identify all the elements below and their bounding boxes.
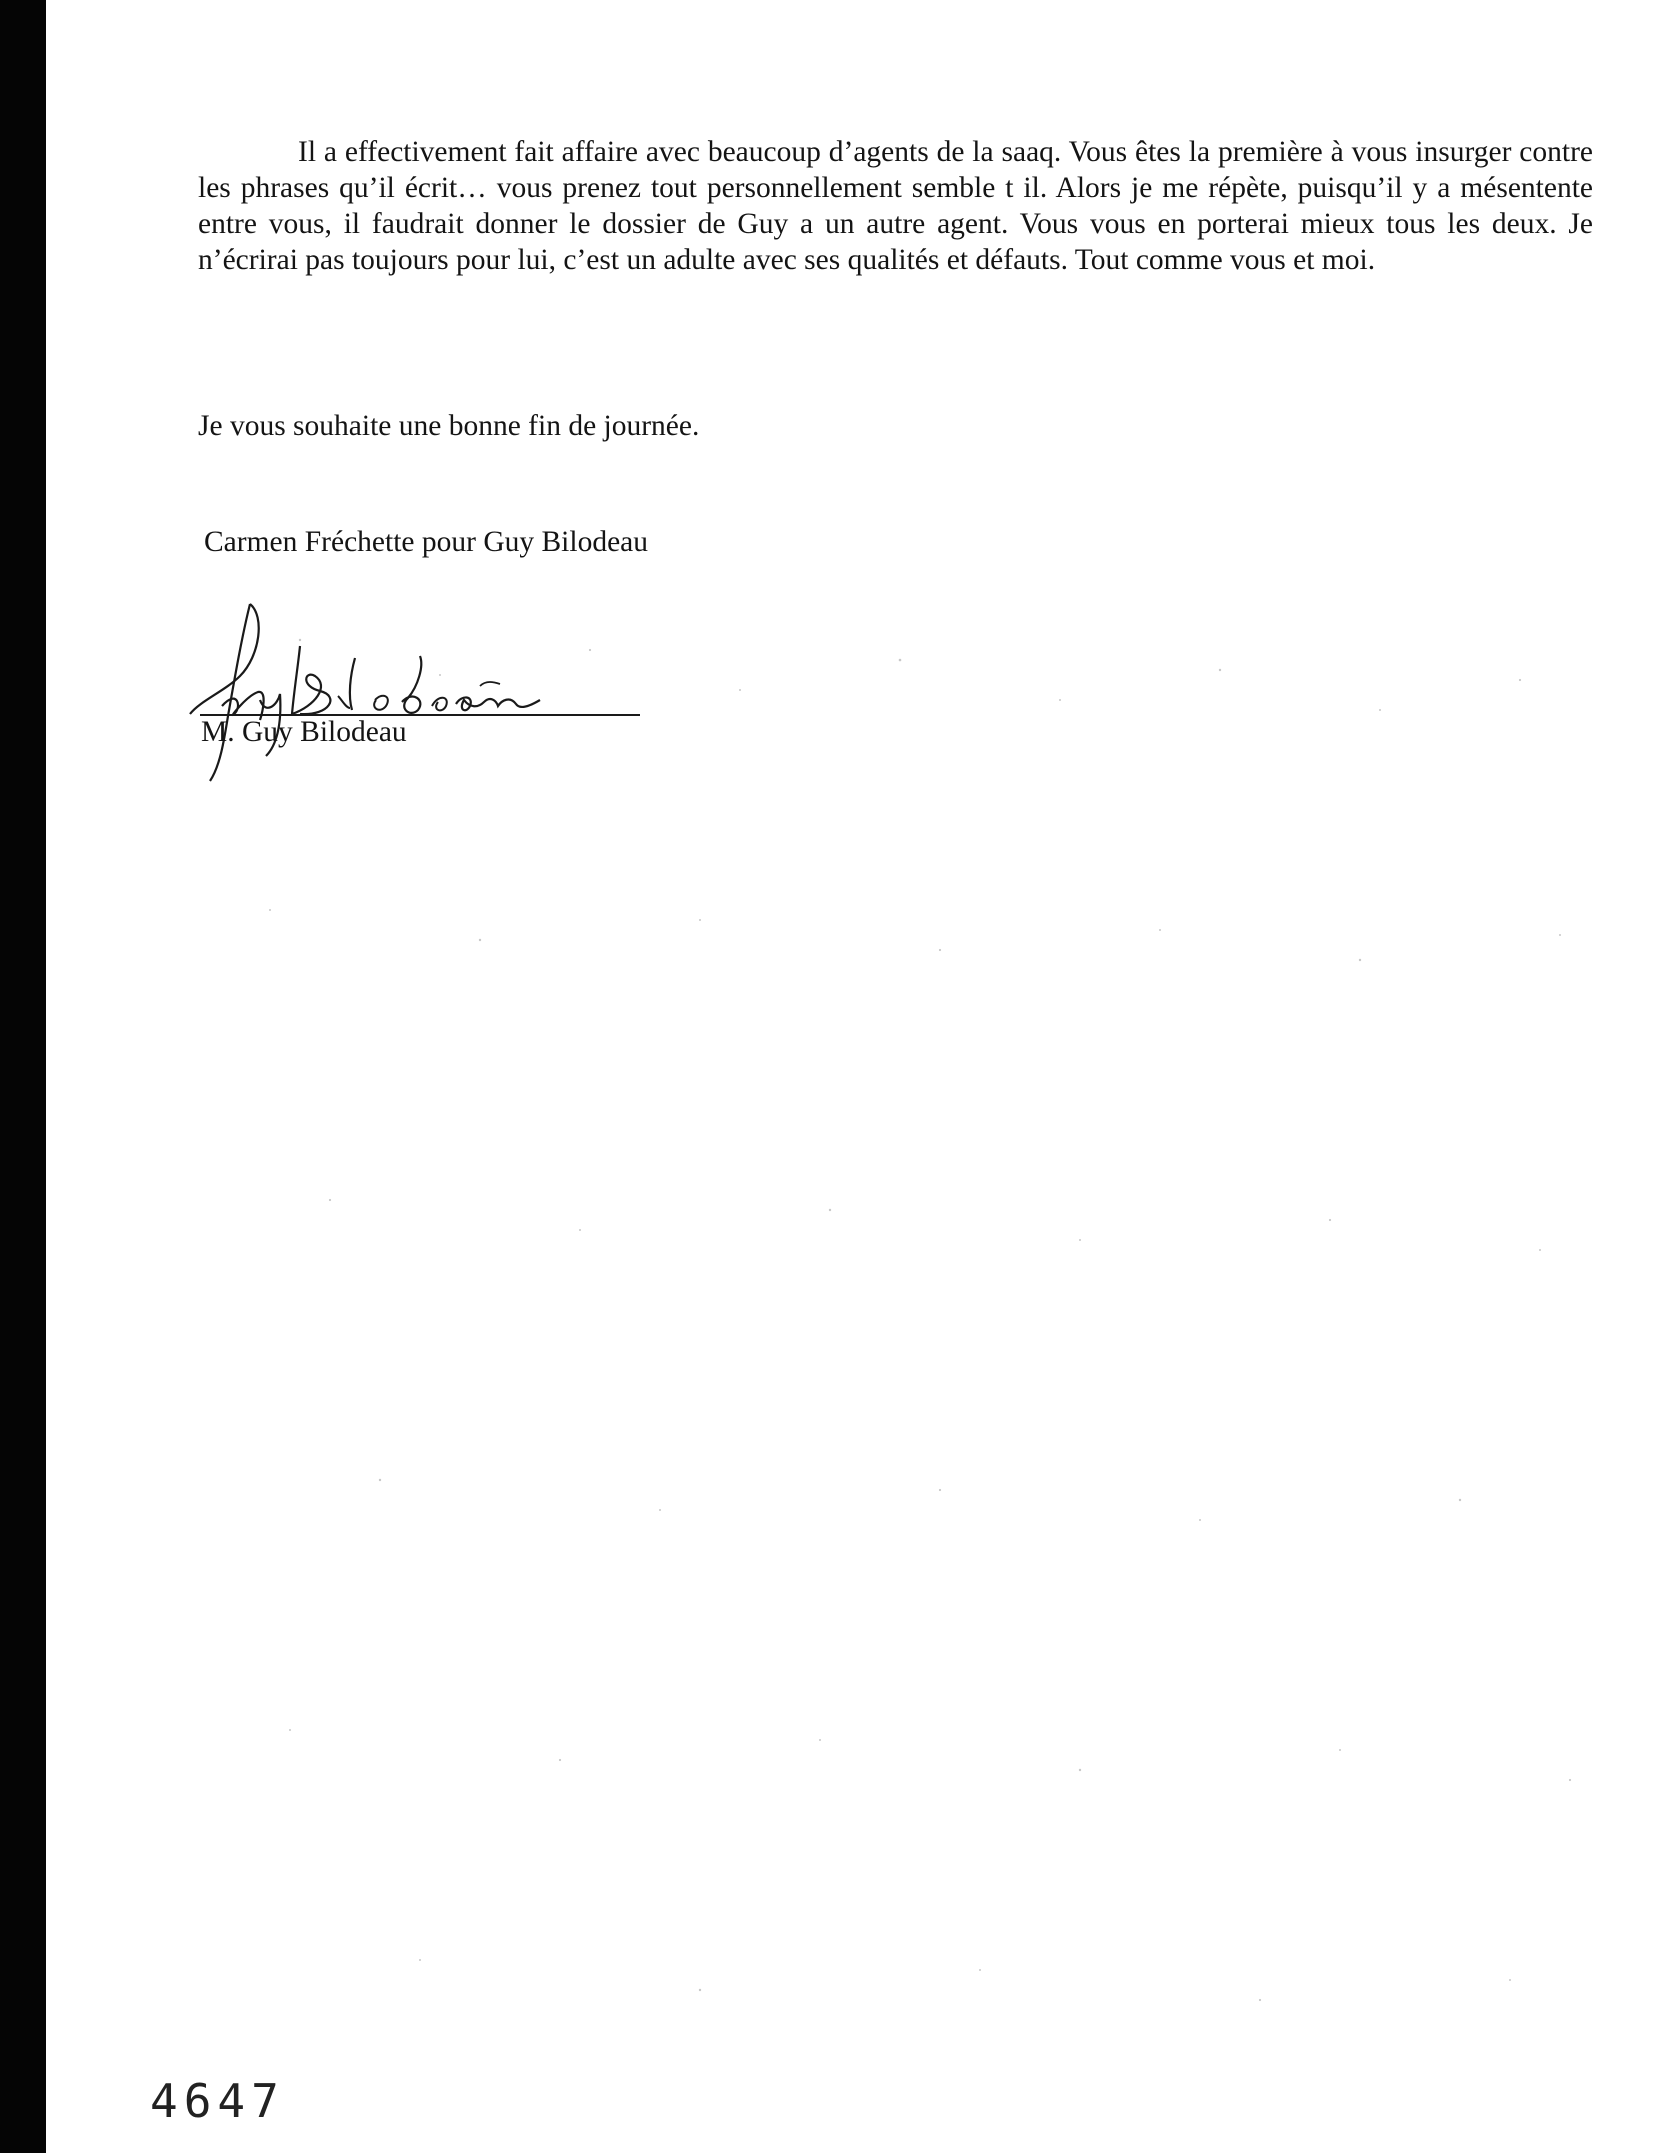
signature-name: M. Guy Bilodeau	[201, 716, 407, 748]
scan-noise-texture	[180, 580, 1600, 2040]
sender-line: Carmen Fréchette pour Guy Bilodeau	[204, 526, 649, 558]
closing-line: Je vous souhaite une bonne fin de journée.	[198, 410, 700, 442]
page-number: 4647	[150, 2074, 285, 2128]
main-paragraph: Il a effectivement fait affaire avec beaucoup d’agents de la saaq. Vous êtes la première à vous insurger contre les phrases qu’il écrit… vous prenez tout personnellement semble t il. Alors je me répète, puisqu’il y a mésentente entre vous, il faudrait donner le dossier de Guy a un autre agent. Vous vous en porterai mieux tous les deux. Je n’écrirai pas toujours pour lui, c’est un adulte avec ses qualités et défauts. Tout comme vous et moi.	[198, 136, 1593, 276]
scan-border	[0, 0, 46, 2153]
letter-body	[198, 134, 1593, 278]
signature-block	[180, 596, 660, 796]
handwritten-signature	[180, 596, 660, 796]
